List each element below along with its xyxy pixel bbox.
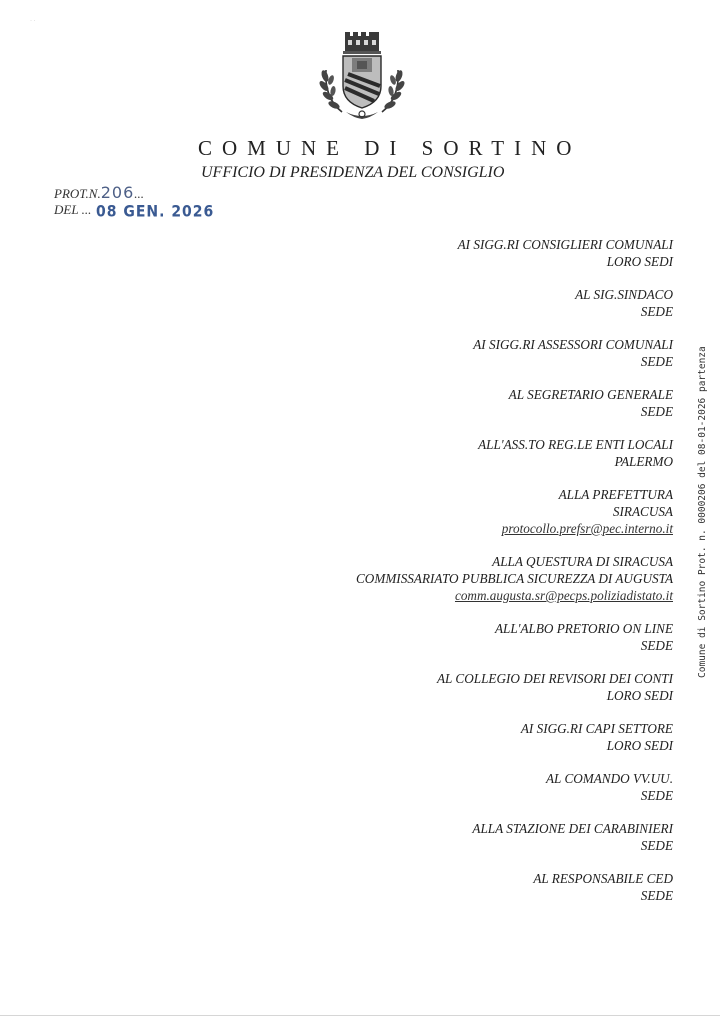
- recipient-email-link[interactable]: comm.augusta.sr@pecps.poliziadistato.it: [454, 588, 673, 603]
- municipality-title: COMUNE DI SORTINO: [198, 136, 582, 160]
- recipient-email-link[interactable]: protocollo.prefsr@pec.interno.it: [501, 521, 673, 536]
- recipient-name: AL RESPONSABILE CED: [533, 871, 673, 886]
- recipient-name: AI SIGG.RI ASSESSORI COMUNALI: [473, 337, 673, 352]
- protocol-number-line: [54, 183, 144, 202]
- recipient-block: [253, 336, 673, 370]
- recipient-location: SEDE: [640, 638, 673, 653]
- registration-side-stamp: Comune di Sortino Prot. n. 0000206 del 08-01-2026 partenza: [697, 346, 708, 678]
- recipient-location: SEDE: [640, 888, 673, 903]
- protocol-dots: ...: [134, 186, 145, 201]
- scan-speck: ˙ ˙: [30, 20, 36, 26]
- recipient-block: [253, 386, 673, 420]
- recipient-name: AL SIG.SINDACO: [575, 287, 673, 302]
- recipient-block: [253, 720, 673, 754]
- recipient-location: SEDE: [640, 354, 673, 369]
- recipient-location: SEDE: [640, 788, 673, 803]
- page-bottom-edge: [0, 1015, 720, 1016]
- date-dots: ...: [78, 202, 92, 217]
- office-subtitle: UFFICIO DI PRESIDENZA DEL CONSIGLIO: [201, 164, 505, 181]
- recipient-location: PALERMO: [614, 454, 673, 469]
- recipient-name: ALLA QUESTURA DI SIRACUSA: [492, 554, 673, 569]
- recipient-block: [253, 820, 673, 854]
- protocol-number-handwritten: 206: [100, 183, 135, 202]
- recipient-location: LORO SEDI: [606, 688, 673, 703]
- recipient-location: SIRACUSA: [612, 504, 673, 519]
- recipient-block: [253, 286, 673, 320]
- protocol-label: PROT.N.: [54, 186, 101, 201]
- recipient-block: [253, 670, 673, 704]
- date-stamp: 08 GEN. 2026: [96, 202, 215, 222]
- recipient-block: [253, 436, 673, 470]
- recipient-name: ALLA PREFETTURA: [558, 487, 673, 502]
- recipient-block: [253, 770, 673, 804]
- recipient-name: ALL'ASS.TO REG.LE ENTI LOCALI: [478, 437, 673, 452]
- recipient-block: [253, 620, 673, 654]
- recipient-block: [253, 236, 673, 270]
- recipient-name: AL COLLEGIO DEI REVISORI DEI CONTI: [436, 671, 673, 686]
- recipient-location: SEDE: [640, 304, 673, 319]
- recipient-location: LORO SEDI: [606, 254, 673, 269]
- recipient-location: COMMISSARIATO PUBBLICA SICUREZZA DI AUGUSTA: [356, 571, 673, 586]
- protocol-date-line: [54, 202, 91, 218]
- recipient-location: SEDE: [640, 838, 673, 853]
- recipient-block: [253, 486, 673, 537]
- recipient-list: [253, 236, 673, 920]
- recipient-name: AI SIGG.RI CONSIGLIERI COMUNALI: [457, 237, 673, 252]
- recipient-location: LORO SEDI: [606, 738, 673, 753]
- recipient-name: AL COMANDO VV.UU.: [546, 771, 673, 786]
- recipient-block: [253, 870, 673, 904]
- recipient-name: ALL'ALBO PRETORIO ON LINE: [494, 621, 673, 636]
- recipient-name: AI SIGG.RI CAPI SETTORE: [520, 721, 673, 736]
- date-label: DEL: [54, 202, 79, 217]
- coat-of-arms-emblem: [312, 28, 412, 124]
- recipient-block: [253, 553, 673, 604]
- recipient-name: AL SEGRETARIO GENERALE: [508, 387, 673, 402]
- recipient-location: SEDE: [640, 404, 673, 419]
- recipient-name: ALLA STAZIONE DEI CARABINIERI: [472, 821, 673, 836]
